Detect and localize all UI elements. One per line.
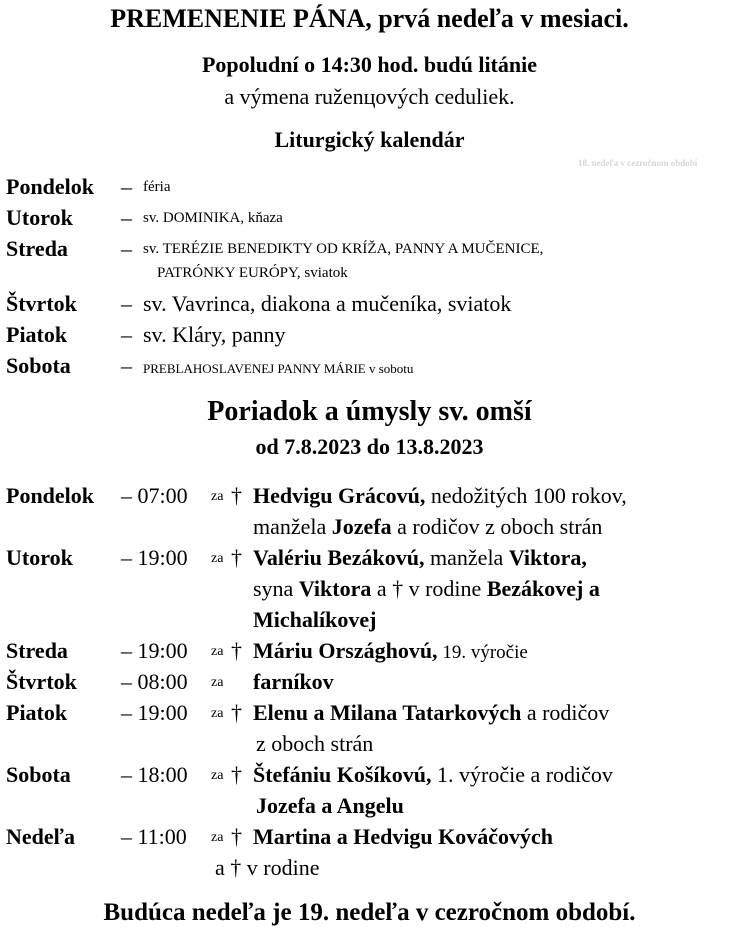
mass-time: – 19:00 [121, 545, 188, 570]
calendar-entry: féria [143, 179, 171, 195]
mass-za: za [211, 706, 224, 721]
calendar-entry: sv. TERÉZIE BENEDIKTY OD KRÍŽA, PANNY A MUČENICE, [143, 241, 544, 257]
mass-intention: Hedvigu Grácovú, nedožitých 100 rokov, [253, 483, 627, 508]
calendar-watermark: 18. nedeľa v cezročnom období [578, 158, 698, 168]
cross-icon: † [231, 483, 242, 508]
calendar-day: Štvrtok [6, 291, 77, 316]
calendar-entry: sv. Vavrinca, diakona a mučeníka, sviatok [143, 291, 512, 316]
mass-day: Streda [6, 638, 68, 663]
calendar-entry: sv. Kláry, panny [143, 322, 286, 347]
mass-za: za [211, 768, 224, 783]
mass-za: za [211, 489, 224, 504]
masses-date-range: od 7.8.2023 do 13.8.2023 [255, 434, 484, 459]
mass-intention-cont: manžela Jozefa a rodičov z oboch strán [253, 514, 603, 539]
mass-intention: Štefániu Košíkovú, 1. výročie a rodičov [253, 762, 613, 787]
calendar-dash: – [121, 353, 132, 378]
calendar-dash: – [121, 322, 132, 347]
cross-icon: † [231, 700, 242, 725]
mass-intention-cont: syna Viktora a † v rodine Bezákovej a [253, 576, 600, 601]
mass-intention-cont: z oboch strán [256, 731, 374, 756]
calendar-day: Pondelok [6, 174, 95, 199]
mass-za: za [211, 551, 224, 566]
mass-day: Štvrtok [6, 669, 77, 694]
mass-intention-cont: Jozefa a Angelu [256, 793, 404, 818]
cross-icon: † [231, 824, 242, 849]
calendar-dash: – [121, 174, 132, 199]
mass-intention-cont: a † v rodine [215, 855, 320, 880]
litany-notice: Popoludní o 14:30 hod. budú litánie [201, 52, 537, 77]
masses-title: Poriadok a úmysly sv. omší [207, 396, 532, 427]
mass-time: – 07:00 [121, 483, 188, 508]
mass-time: – 18:00 [121, 762, 188, 787]
calendar-entry-cont: PATRÓNKY EURÓPY, sviatok [157, 265, 348, 281]
mass-time: – 08:00 [121, 669, 188, 694]
calendar-dash: – [121, 291, 132, 316]
calendar-day: Piatok [6, 322, 68, 347]
mass-day: Sobota [6, 762, 71, 787]
cross-icon: † [231, 638, 242, 663]
mass-day: Nedeľa [6, 824, 75, 849]
mass-time: – 11:00 [121, 824, 187, 849]
mass-intention: Valériu Bezákovú, manžela Viktora, [253, 545, 587, 570]
mass-intention-cont: Michalíkovej [253, 607, 377, 632]
calendar-dash: – [121, 236, 132, 261]
mass-time: – 19:00 [121, 700, 188, 725]
calendar-day: Sobota [6, 353, 71, 378]
mass-intention: Máriu Országhovú, 19. výročie [253, 638, 528, 663]
exchange-notice: a výmena ruženцových ceduliek. [224, 84, 515, 109]
cross-icon: † [231, 545, 242, 570]
mass-day: Pondelok [6, 483, 95, 508]
calendar-day: Streda [6, 236, 68, 261]
calendar-entry: sv. DOMINIKA, kňaza [143, 210, 283, 226]
mass-intention: Elenu a Milana Tatarkových a rodičov [253, 700, 610, 725]
calendar-title: Liturgický kalendár [274, 127, 465, 152]
mass-za: za [211, 830, 224, 845]
mass-day: Utorok [6, 545, 73, 570]
mass-time: – 19:00 [121, 638, 188, 663]
mass-za: za [211, 644, 224, 659]
mass-za: za [211, 675, 224, 690]
mass-intention: farníkov [253, 669, 334, 694]
cross-icon: † [231, 762, 242, 787]
calendar-dash: – [121, 205, 132, 230]
next-sunday-notice: Budúca nedeľa je 19. nedeľa v cezročnom období. [103, 899, 636, 926]
page-title: PREMENENIE PÁNA, prvá nedeľa v mesiaci. [110, 4, 629, 33]
calendar-day: Utorok [6, 205, 73, 230]
mass-intention: Martina a Hedvigu Kováčových [253, 824, 554, 849]
mass-day: Piatok [6, 700, 68, 725]
calendar-entry: PREBLAHOSLAVENEJ PANNY MÁRIE v sobotu [143, 361, 414, 376]
